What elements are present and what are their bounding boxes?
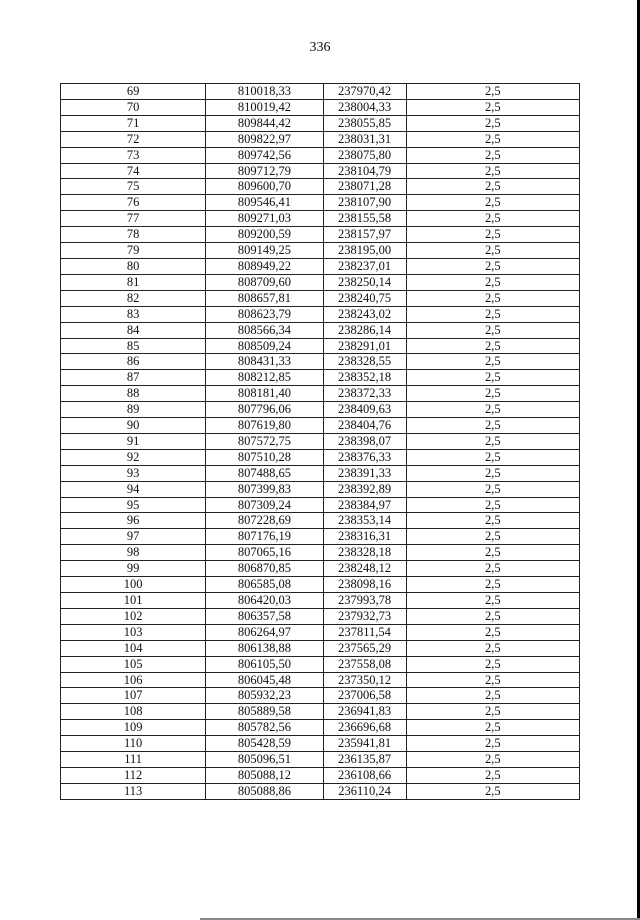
table-row	[61, 529, 580, 545]
y-coordinate-cell: 237565,29	[323, 640, 406, 656]
table-row	[61, 418, 580, 434]
y-coordinate-cell: 238286,14	[323, 322, 406, 338]
x-coordinate-cell: 809271,03	[206, 211, 323, 227]
y-coordinate-cell: 238240,75	[323, 290, 406, 306]
accuracy-cell: 2,5	[406, 640, 579, 656]
y-coordinate-cell: 238376,33	[323, 449, 406, 465]
x-coordinate-cell: 805096,51	[206, 752, 323, 768]
table-row	[61, 322, 580, 338]
x-coordinate-cell: 807510,28	[206, 449, 323, 465]
y-coordinate-cell: 236108,66	[323, 767, 406, 783]
point-number-cell: 69	[61, 84, 206, 100]
x-coordinate-cell: 808709,60	[206, 274, 323, 290]
accuracy-cell: 2,5	[406, 688, 579, 704]
y-coordinate-cell: 236135,87	[323, 752, 406, 768]
x-coordinate-cell: 806420,03	[206, 593, 323, 609]
accuracy-cell: 2,5	[406, 433, 579, 449]
y-coordinate-cell: 238157,97	[323, 227, 406, 243]
point-number-cell: 112	[61, 767, 206, 783]
point-number-cell: 110	[61, 736, 206, 752]
point-number-cell: 100	[61, 577, 206, 593]
point-number-cell: 78	[61, 227, 206, 243]
y-coordinate-cell: 238055,85	[323, 115, 406, 131]
y-coordinate-cell: 238291,01	[323, 338, 406, 354]
table-row	[61, 115, 580, 131]
accuracy-cell: 2,5	[406, 608, 579, 624]
x-coordinate-cell: 806585,08	[206, 577, 323, 593]
page-number: 336	[309, 40, 331, 55]
y-coordinate-cell: 236941,83	[323, 704, 406, 720]
accuracy-cell: 2,5	[406, 306, 579, 322]
y-coordinate-cell: 238384,97	[323, 497, 406, 513]
point-number-cell: 90	[61, 418, 206, 434]
point-number-cell: 101	[61, 593, 206, 609]
table-row	[61, 767, 580, 783]
y-coordinate-cell: 238391,33	[323, 465, 406, 481]
accuracy-cell: 2,5	[406, 465, 579, 481]
y-coordinate-cell: 238248,12	[323, 561, 406, 577]
accuracy-cell: 2,5	[406, 99, 579, 115]
y-coordinate-cell: 238352,18	[323, 370, 406, 386]
accuracy-cell: 2,5	[406, 561, 579, 577]
point-number-cell: 107	[61, 688, 206, 704]
accuracy-cell: 2,5	[406, 147, 579, 163]
x-coordinate-cell: 807488,65	[206, 465, 323, 481]
x-coordinate-cell: 808431,33	[206, 354, 323, 370]
y-coordinate-cell: 238250,14	[323, 274, 406, 290]
x-coordinate-cell: 807228,69	[206, 513, 323, 529]
accuracy-cell: 2,5	[406, 577, 579, 593]
point-number-cell: 89	[61, 402, 206, 418]
y-coordinate-cell: 238328,55	[323, 354, 406, 370]
point-number-cell: 84	[61, 322, 206, 338]
x-coordinate-cell: 808657,81	[206, 290, 323, 306]
x-coordinate-cell: 808181,40	[206, 386, 323, 402]
accuracy-cell: 2,5	[406, 227, 579, 243]
y-coordinate-cell: 237006,58	[323, 688, 406, 704]
accuracy-cell: 2,5	[406, 370, 579, 386]
x-coordinate-cell: 809742,56	[206, 147, 323, 163]
x-coordinate-cell: 805088,12	[206, 767, 323, 783]
accuracy-cell: 2,5	[406, 593, 579, 609]
table-row	[61, 99, 580, 115]
y-coordinate-cell: 238031,31	[323, 131, 406, 147]
x-coordinate-cell: 806105,50	[206, 656, 323, 672]
table-row	[61, 163, 580, 179]
accuracy-cell: 2,5	[406, 513, 579, 529]
accuracy-cell: 2,5	[406, 195, 579, 211]
accuracy-cell: 2,5	[406, 243, 579, 259]
x-coordinate-cell: 806045,48	[206, 672, 323, 688]
y-coordinate-cell: 238155,58	[323, 211, 406, 227]
table-row	[61, 354, 580, 370]
point-number-cell: 96	[61, 513, 206, 529]
table-row	[61, 147, 580, 163]
y-coordinate-cell: 238328,18	[323, 545, 406, 561]
x-coordinate-cell: 809546,41	[206, 195, 323, 211]
table-row	[61, 211, 580, 227]
accuracy-cell: 2,5	[406, 402, 579, 418]
point-number-cell: 103	[61, 624, 206, 640]
point-number-cell: 86	[61, 354, 206, 370]
point-number-cell: 71	[61, 115, 206, 131]
y-coordinate-cell: 238243,02	[323, 306, 406, 322]
y-coordinate-cell: 238398,07	[323, 433, 406, 449]
x-coordinate-cell: 810018,33	[206, 84, 323, 100]
y-coordinate-cell: 235941,81	[323, 736, 406, 752]
y-coordinate-cell: 238004,33	[323, 99, 406, 115]
table-row	[61, 561, 580, 577]
table-row	[61, 338, 580, 354]
point-number-cell: 113	[61, 783, 206, 799]
accuracy-cell: 2,5	[406, 720, 579, 736]
x-coordinate-cell: 809822,97	[206, 131, 323, 147]
x-coordinate-cell: 808212,85	[206, 370, 323, 386]
x-coordinate-cell: 805782,56	[206, 720, 323, 736]
point-number-cell: 80	[61, 258, 206, 274]
accuracy-cell: 2,5	[406, 449, 579, 465]
accuracy-cell: 2,5	[406, 179, 579, 195]
accuracy-cell: 2,5	[406, 497, 579, 513]
table-row	[61, 545, 580, 561]
x-coordinate-cell: 810019,42	[206, 99, 323, 115]
x-coordinate-cell: 808949,22	[206, 258, 323, 274]
y-coordinate-cell: 238098,16	[323, 577, 406, 593]
accuracy-cell: 2,5	[406, 704, 579, 720]
accuracy-cell: 2,5	[406, 163, 579, 179]
point-number-cell: 73	[61, 147, 206, 163]
table-row	[61, 131, 580, 147]
x-coordinate-cell: 805932,23	[206, 688, 323, 704]
x-coordinate-cell: 809712,79	[206, 163, 323, 179]
point-number-cell: 70	[61, 99, 206, 115]
accuracy-cell: 2,5	[406, 84, 579, 100]
point-number-cell: 88	[61, 386, 206, 402]
accuracy-cell: 2,5	[406, 624, 579, 640]
point-number-cell: 79	[61, 243, 206, 259]
y-coordinate-cell: 238353,14	[323, 513, 406, 529]
point-number-cell: 85	[61, 338, 206, 354]
x-coordinate-cell: 807065,16	[206, 545, 323, 561]
table-row	[61, 433, 580, 449]
y-coordinate-cell: 238104,79	[323, 163, 406, 179]
table-row	[61, 672, 580, 688]
table-row	[61, 465, 580, 481]
table-row	[61, 481, 580, 497]
x-coordinate-cell: 808623,79	[206, 306, 323, 322]
x-coordinate-cell: 805889,58	[206, 704, 323, 720]
accuracy-cell: 2,5	[406, 322, 579, 338]
accuracy-cell: 2,5	[406, 418, 579, 434]
table-row	[61, 513, 580, 529]
table-row	[61, 402, 580, 418]
accuracy-cell: 2,5	[406, 656, 579, 672]
accuracy-cell: 2,5	[406, 115, 579, 131]
x-coordinate-cell: 807619,80	[206, 418, 323, 434]
point-number-cell: 106	[61, 672, 206, 688]
y-coordinate-cell: 236696,68	[323, 720, 406, 736]
point-number-cell: 92	[61, 449, 206, 465]
y-coordinate-cell: 238237,01	[323, 258, 406, 274]
point-number-cell: 95	[61, 497, 206, 513]
point-number-cell: 76	[61, 195, 206, 211]
y-coordinate-cell: 237970,42	[323, 84, 406, 100]
accuracy-cell: 2,5	[406, 338, 579, 354]
x-coordinate-cell: 806138,88	[206, 640, 323, 656]
accuracy-cell: 2,5	[406, 672, 579, 688]
point-number-cell: 99	[61, 561, 206, 577]
point-number-cell: 97	[61, 529, 206, 545]
accuracy-cell: 2,5	[406, 752, 579, 768]
accuracy-cell: 2,5	[406, 481, 579, 497]
y-coordinate-cell: 236110,24	[323, 783, 406, 799]
table-row	[61, 608, 580, 624]
accuracy-cell: 2,5	[406, 274, 579, 290]
x-coordinate-cell: 809600,70	[206, 179, 323, 195]
accuracy-cell: 2,5	[406, 211, 579, 227]
table-row	[61, 258, 580, 274]
accuracy-cell: 2,5	[406, 529, 579, 545]
y-coordinate-cell: 238316,31	[323, 529, 406, 545]
accuracy-cell: 2,5	[406, 545, 579, 561]
point-number-cell: 77	[61, 211, 206, 227]
y-coordinate-cell: 238404,76	[323, 418, 406, 434]
table-row	[61, 593, 580, 609]
accuracy-cell: 2,5	[406, 386, 579, 402]
y-coordinate-cell: 237558,08	[323, 656, 406, 672]
x-coordinate-cell: 806870,85	[206, 561, 323, 577]
point-number-cell: 102	[61, 608, 206, 624]
y-coordinate-cell: 238372,33	[323, 386, 406, 402]
table-row	[61, 274, 580, 290]
x-coordinate-cell: 805428,59	[206, 736, 323, 752]
table-row	[61, 386, 580, 402]
y-coordinate-cell: 238075,80	[323, 147, 406, 163]
table-row	[61, 179, 580, 195]
x-coordinate-cell: 808509,24	[206, 338, 323, 354]
table-row	[61, 688, 580, 704]
point-number-cell: 82	[61, 290, 206, 306]
x-coordinate-cell: 807309,24	[206, 497, 323, 513]
point-number-cell: 81	[61, 274, 206, 290]
point-number-cell: 94	[61, 481, 206, 497]
accuracy-cell: 2,5	[406, 783, 579, 799]
y-coordinate-cell: 237932,73	[323, 608, 406, 624]
table-row	[61, 306, 580, 322]
coordinates-table	[60, 83, 580, 800]
table-row	[61, 243, 580, 259]
point-number-cell: 98	[61, 545, 206, 561]
y-coordinate-cell: 238107,90	[323, 195, 406, 211]
x-coordinate-cell: 807796,06	[206, 402, 323, 418]
y-coordinate-cell: 237811,54	[323, 624, 406, 640]
table-row	[61, 736, 580, 752]
accuracy-cell: 2,5	[406, 354, 579, 370]
table-row	[61, 783, 580, 799]
y-coordinate-cell: 238195,00	[323, 243, 406, 259]
accuracy-cell: 2,5	[406, 290, 579, 306]
y-coordinate-cell: 237350,12	[323, 672, 406, 688]
x-coordinate-cell: 806264,97	[206, 624, 323, 640]
point-number-cell: 111	[61, 752, 206, 768]
accuracy-cell: 2,5	[406, 131, 579, 147]
y-coordinate-cell: 238409,63	[323, 402, 406, 418]
table-row	[61, 227, 580, 243]
point-number-cell: 74	[61, 163, 206, 179]
table-row	[61, 704, 580, 720]
table-row	[61, 370, 580, 386]
table-row	[61, 752, 580, 768]
x-coordinate-cell: 807399,83	[206, 481, 323, 497]
x-coordinate-cell: 806357,58	[206, 608, 323, 624]
point-number-cell: 91	[61, 433, 206, 449]
table-row	[61, 577, 580, 593]
table-row	[61, 624, 580, 640]
point-number-cell: 93	[61, 465, 206, 481]
point-number-cell: 109	[61, 720, 206, 736]
table-row	[61, 640, 580, 656]
point-number-cell: 105	[61, 656, 206, 672]
accuracy-cell: 2,5	[406, 258, 579, 274]
y-coordinate-cell: 238392,89	[323, 481, 406, 497]
coordinates-table-body	[61, 84, 580, 800]
table-row	[61, 449, 580, 465]
table-row	[61, 290, 580, 306]
point-number-cell: 72	[61, 131, 206, 147]
point-number-cell: 75	[61, 179, 206, 195]
table-row	[61, 195, 580, 211]
x-coordinate-cell: 809200,59	[206, 227, 323, 243]
table-row	[61, 720, 580, 736]
accuracy-cell: 2,5	[406, 736, 579, 752]
table-row	[61, 656, 580, 672]
table-row	[61, 497, 580, 513]
x-coordinate-cell: 807572,75	[206, 433, 323, 449]
x-coordinate-cell: 807176,19	[206, 529, 323, 545]
y-coordinate-cell: 238071,28	[323, 179, 406, 195]
x-coordinate-cell: 805088,86	[206, 783, 323, 799]
point-number-cell: 104	[61, 640, 206, 656]
point-number-cell: 87	[61, 370, 206, 386]
y-coordinate-cell: 237993,78	[323, 593, 406, 609]
point-number-cell: 108	[61, 704, 206, 720]
accuracy-cell: 2,5	[406, 767, 579, 783]
point-number-cell: 83	[61, 306, 206, 322]
x-coordinate-cell: 809844,42	[206, 115, 323, 131]
table-row	[61, 84, 580, 100]
x-coordinate-cell: 808566,34	[206, 322, 323, 338]
x-coordinate-cell: 809149,25	[206, 243, 323, 259]
